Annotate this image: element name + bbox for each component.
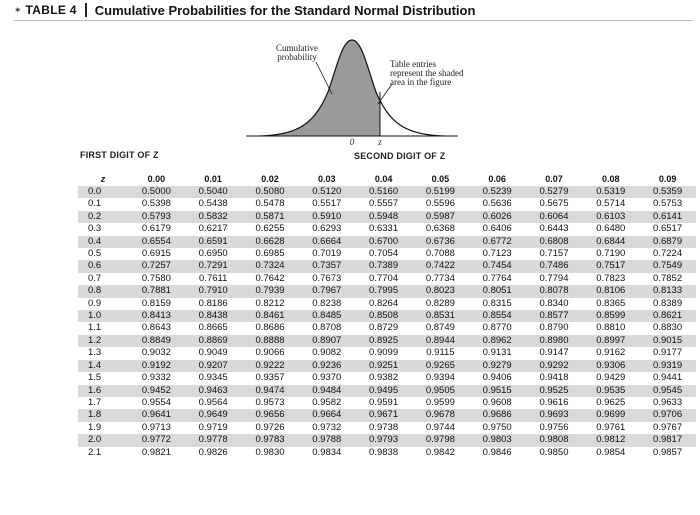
- table-row: [78, 447, 696, 459]
- probability-cell: 0.7088: [425, 248, 455, 260]
- probability-cell: 0.9099: [369, 347, 399, 359]
- probability-cell: 0.8849: [128, 335, 185, 347]
- table-number: TABLE 4: [25, 3, 77, 17]
- probability-cell: 0.9625: [596, 396, 626, 408]
- probability-cell: 0.8888: [242, 335, 299, 347]
- z-value: 2.1: [88, 446, 102, 458]
- probability-cell: 0.5517: [312, 198, 342, 210]
- probability-cell: 0.7291: [185, 260, 242, 272]
- probability-cell: 0.5793: [128, 211, 185, 223]
- first-digit-label: FIRST DIGIT OF Z: [80, 150, 159, 160]
- probability-cell: 0.6736: [412, 236, 469, 248]
- probability-cell: 0.7123: [482, 248, 512, 260]
- probability-cell: 0.9505: [412, 385, 469, 397]
- probability-cell: 0.6293: [312, 223, 342, 235]
- z-value: 0.4: [78, 236, 128, 248]
- probability-cell: 0.6255: [255, 223, 285, 235]
- probability-cell: 0.5948: [355, 211, 412, 223]
- z-value: 1.7: [88, 396, 102, 408]
- z-value: 0.8: [78, 285, 128, 297]
- probability-cell: 0.7580: [141, 272, 171, 284]
- table-row: [78, 372, 696, 384]
- probability-cell: 0.7422: [412, 260, 469, 272]
- probability-cell: 0.7389: [355, 260, 412, 272]
- probability-cell: 0.7157: [539, 248, 569, 260]
- probability-cell: 0.7852: [653, 272, 683, 284]
- probability-cell: 0.8238: [312, 297, 342, 309]
- table-row: [78, 397, 696, 409]
- probability-cell: 0.5160: [355, 186, 412, 198]
- probability-cell: 0.9452: [128, 385, 185, 397]
- z-value: 1.9: [88, 421, 102, 433]
- table-row: [78, 310, 696, 322]
- probability-cell: 0.7019: [312, 248, 342, 260]
- probability-cell: 0.8133: [639, 285, 696, 297]
- table-row: [78, 285, 696, 297]
- probability-cell: 0.8997: [582, 335, 639, 347]
- probability-cell: 0.8599: [582, 310, 639, 322]
- table-row: [78, 298, 696, 310]
- table-row: [78, 211, 696, 223]
- zero-label: 0: [349, 137, 355, 147]
- probability-cell: 0.9857: [653, 446, 683, 458]
- z-value: 0.9: [88, 297, 102, 309]
- probability-cell: 0.5675: [539, 198, 569, 210]
- column-header: 0.05: [431, 173, 450, 184]
- probability-cell: 0.7224: [653, 248, 683, 260]
- probability-cell: 0.5239: [469, 186, 526, 198]
- z-value: 0.3: [88, 223, 102, 235]
- probability-cell: 0.9783: [242, 434, 299, 446]
- z-value: 0.7: [88, 272, 102, 284]
- probability-cell: 0.7995: [355, 285, 412, 297]
- probability-cell: 0.6554: [128, 236, 185, 248]
- column-header: 0.07: [545, 173, 563, 184]
- probability-cell: 0.6103: [582, 211, 639, 223]
- z-value: 1.1: [88, 322, 102, 334]
- probability-cell: 0.9633: [653, 396, 683, 408]
- z-value: 1.8: [78, 409, 128, 421]
- probability-cell: 0.5987: [412, 211, 469, 223]
- probability-cell: 0.8485: [298, 310, 355, 322]
- probability-cell: 0.8729: [369, 322, 399, 334]
- probability-cell: 0.8461: [242, 310, 299, 322]
- probability-cell: 0.6915: [141, 248, 171, 260]
- probability-cell: 0.8531: [412, 310, 469, 322]
- probability-cell: 0.6664: [298, 236, 355, 248]
- probability-cell: 0.8770: [482, 322, 512, 334]
- probability-cell: 0.8078: [526, 285, 583, 297]
- z-column-header: z: [100, 173, 106, 184]
- corner-mark-icon: ✶: [14, 4, 22, 15]
- probability-cell: 0.6443: [539, 223, 569, 235]
- probability-cell: 0.9788: [298, 434, 355, 446]
- probability-cell: 0.9236: [298, 360, 355, 372]
- probability-cell: 0.9812: [582, 434, 639, 446]
- probability-cell: 0.5040: [185, 186, 242, 198]
- probability-cell: 0.7764: [482, 272, 512, 284]
- z-value: 1.5: [88, 372, 102, 384]
- probability-cell: 0.9222: [242, 360, 299, 372]
- probability-cell: 0.8925: [355, 335, 412, 347]
- column-header: 0.01: [204, 173, 222, 184]
- probability-cell: 0.9345: [198, 372, 228, 384]
- probability-cell: 0.8438: [185, 310, 242, 322]
- table-row: [78, 198, 696, 210]
- probability-cell: 0.9131: [482, 347, 512, 359]
- probability-cell: 0.9015: [639, 335, 696, 347]
- probability-cell: 0.7454: [469, 260, 526, 272]
- probability-cell: 0.7939: [242, 285, 299, 297]
- column-header: 0.00: [147, 173, 166, 184]
- probability-cell: 0.9147: [539, 347, 569, 359]
- probability-cell: 0.9306: [582, 360, 639, 372]
- table-row: [78, 260, 696, 272]
- probability-cell: 0.5596: [425, 198, 455, 210]
- probability-cell: 0.7734: [425, 272, 455, 284]
- table-row: [78, 273, 696, 285]
- column-header: 0.03: [318, 173, 336, 184]
- probability-cell: 0.8830: [653, 322, 683, 334]
- probability-cell: 0.8389: [653, 297, 683, 309]
- probability-cell: 0.9251: [355, 360, 412, 372]
- probability-cell: 0.6591: [185, 236, 242, 248]
- probability-cell: 0.9756: [539, 421, 569, 433]
- probability-cell: 0.8365: [596, 297, 626, 309]
- probability-cell: 0.9418: [539, 372, 569, 384]
- probability-cell: 0.9686: [469, 409, 526, 421]
- probability-cell: 0.5478: [255, 198, 285, 210]
- probability-cell: 0.9357: [255, 372, 285, 384]
- probability-cell: 0.9808: [526, 434, 583, 446]
- probability-cell: 0.9772: [128, 434, 185, 446]
- z-value: 0.2: [78, 211, 128, 223]
- probability-cell: 0.9656: [242, 409, 299, 421]
- probability-cell: 0.5398: [141, 198, 171, 210]
- z-value: 0.1: [88, 198, 102, 210]
- probability-cell: 0.9463: [185, 385, 242, 397]
- probability-cell: 0.9671: [355, 409, 412, 421]
- table-row: [78, 335, 696, 347]
- probability-cell: 0.9484: [298, 385, 355, 397]
- probability-cell: 0.6808: [526, 236, 583, 248]
- probability-cell: 0.6406: [482, 223, 512, 235]
- probability-cell: 0.7549: [639, 260, 696, 272]
- page-title: Cumulative Probabilities for the Standard Normal Distribution: [94, 2, 476, 18]
- column-header: 0.02: [261, 173, 279, 184]
- cumulative-label-line1: Cumulative: [276, 43, 318, 53]
- column-header: 0.09: [658, 173, 677, 184]
- z-table: [78, 172, 696, 459]
- probability-cell: 0.6179: [141, 223, 171, 235]
- second-digit-label: SECOND DIGIT OF Z: [354, 151, 446, 161]
- probability-cell: 0.6628: [242, 236, 299, 248]
- probability-cell: 0.9192: [128, 360, 185, 372]
- probability-cell: 0.9726: [255, 421, 285, 433]
- probability-cell: 0.8790: [539, 322, 569, 334]
- probability-cell: 0.8289: [425, 297, 455, 309]
- probability-cell: 0.9207: [185, 360, 242, 372]
- probability-cell: 0.9842: [425, 446, 455, 458]
- probability-cell: 0.8186: [198, 297, 228, 309]
- probability-cell: 0.8708: [312, 322, 342, 334]
- probability-cell: 0.7324: [242, 260, 299, 272]
- probability-cell: 0.8577: [526, 310, 583, 322]
- table-row: [78, 422, 696, 434]
- probability-cell: 0.5557: [369, 198, 399, 210]
- probability-cell: 0.9826: [198, 446, 228, 458]
- table-header: [14, 0, 694, 21]
- probability-cell: 0.6064: [526, 211, 583, 223]
- probability-cell: 0.7967: [298, 285, 355, 297]
- probability-cell: 0.9846: [482, 446, 512, 458]
- probability-cell: 0.8643: [141, 322, 171, 334]
- probability-cell: 0.8264: [369, 297, 399, 309]
- probability-cell: 0.9798: [412, 434, 469, 446]
- probability-cell: 0.9292: [526, 360, 583, 372]
- probability-cell: 0.9082: [312, 347, 342, 359]
- probability-cell: 0.9750: [482, 421, 512, 433]
- probability-cell: 0.5000: [128, 186, 185, 198]
- column-header-row: [78, 172, 696, 186]
- z-value: 1.6: [78, 385, 128, 397]
- probability-cell: 0.9821: [141, 446, 171, 458]
- probability-cell: 0.8508: [355, 310, 412, 322]
- table-row: [78, 347, 696, 359]
- cumulative-label: [264, 44, 330, 62]
- probability-cell: 0.9678: [412, 409, 469, 421]
- probability-cell: 0.9838: [369, 446, 399, 458]
- z-value: 1.0: [78, 310, 128, 322]
- table-row: [78, 385, 696, 397]
- probability-cell: 0.5636: [482, 198, 512, 210]
- probability-cell: 0.8810: [596, 322, 626, 334]
- z-value: 1.3: [88, 347, 102, 359]
- probability-cell: 0.9854: [596, 446, 626, 458]
- probability-cell: 0.9115: [426, 347, 455, 359]
- normal-curve-figure: [220, 32, 520, 150]
- probability-cell: 0.6517: [653, 223, 683, 235]
- probability-cell: 0.9573: [255, 396, 285, 408]
- probability-cell: 0.8749: [425, 322, 455, 334]
- probability-cell: 0.9738: [369, 421, 399, 433]
- probability-cell: 0.5832: [185, 211, 242, 223]
- probability-cell: 0.9535: [582, 385, 639, 397]
- probability-cell: 0.9394: [425, 372, 455, 384]
- probability-cell: 0.6772: [469, 236, 526, 248]
- table-row: [78, 322, 696, 334]
- probability-cell: 0.9761: [596, 421, 626, 433]
- probability-cell: 0.9564: [198, 396, 228, 408]
- probability-cell: 0.9582: [312, 396, 342, 408]
- z-value: 2.0: [78, 434, 128, 446]
- probability-cell: 0.9049: [198, 347, 228, 359]
- probability-cell: 0.9545: [639, 385, 696, 397]
- probability-cell: 0.6368: [425, 223, 455, 235]
- probability-cell: 0.9279: [469, 360, 526, 372]
- z-label: z: [378, 137, 382, 147]
- entries-line2: represent the shaded: [390, 68, 464, 78]
- probability-cell: 0.9265: [412, 360, 469, 372]
- probability-cell: 0.6879: [639, 236, 696, 248]
- table-row: [78, 186, 696, 198]
- probability-cell: 0.6844: [582, 236, 639, 248]
- probability-cell: 0.5120: [298, 186, 355, 198]
- probability-cell: 0.9319: [639, 360, 696, 372]
- probability-cell: 0.5871: [242, 211, 299, 223]
- probability-cell: 0.5279: [526, 186, 583, 198]
- probability-cell: 0.9778: [185, 434, 242, 446]
- probability-cell: 0.9525: [526, 385, 583, 397]
- probability-cell: 0.9641: [128, 409, 185, 421]
- probability-cell: 0.5199: [412, 186, 469, 198]
- probability-cell: 0.9370: [312, 372, 342, 384]
- z-value: 1.4: [78, 360, 128, 372]
- probability-cell: 0.9441: [653, 372, 683, 384]
- table-row: [78, 434, 696, 446]
- probability-cell: 0.5319: [582, 186, 639, 198]
- probability-cell: 0.9554: [141, 396, 171, 408]
- z-value: 0.5: [88, 248, 102, 260]
- probability-cell: 0.6331: [369, 223, 399, 235]
- title-divider: [85, 3, 87, 17]
- probability-cell: 0.9382: [369, 372, 399, 384]
- z-value: 0.0: [78, 186, 128, 198]
- probability-cell: 0.9032: [141, 347, 171, 359]
- z-value: 0.6: [78, 260, 128, 272]
- probability-cell: 0.5753: [653, 198, 683, 210]
- cumulative-label-line2: probability: [277, 52, 317, 62]
- probability-cell: 0.8315: [482, 297, 512, 309]
- probability-cell: 0.9850: [539, 446, 569, 458]
- column-header: 0.04: [374, 173, 393, 184]
- probability-cell: 0.8106: [582, 285, 639, 297]
- probability-cell: 0.9693: [526, 409, 583, 421]
- probability-cell: 0.9744: [425, 421, 455, 433]
- probability-cell: 0.9817: [639, 434, 696, 446]
- probability-cell: 0.7910: [185, 285, 242, 297]
- probability-cell: 0.7486: [526, 260, 583, 272]
- probability-cell: 0.9767: [653, 421, 683, 433]
- probability-cell: 0.6026: [469, 211, 526, 223]
- probability-cell: 0.5080: [242, 186, 299, 198]
- probability-cell: 0.9608: [482, 396, 512, 408]
- table-row: [78, 223, 696, 235]
- probability-cell: 0.6141: [639, 211, 696, 223]
- probability-cell: 0.8665: [198, 322, 228, 334]
- probability-cell: 0.7823: [596, 272, 626, 284]
- probability-cell: 0.8413: [128, 310, 185, 322]
- probability-cell: 0.8023: [412, 285, 469, 297]
- probability-cell: 0.9616: [539, 396, 569, 408]
- probability-cell: 0.6480: [596, 223, 626, 235]
- probability-cell: 0.9474: [242, 385, 299, 397]
- entries-line3: area in the figure: [390, 77, 452, 87]
- probability-cell: 0.9495: [355, 385, 412, 397]
- probability-cell: 0.7673: [312, 272, 342, 284]
- table-entries-note: [390, 60, 490, 87]
- probability-cell: 0.9162: [596, 347, 626, 359]
- probability-cell: 0.9177: [653, 347, 683, 359]
- column-header: 0.06: [488, 173, 506, 184]
- probability-cell: 0.7190: [596, 248, 626, 260]
- probability-cell: 0.7257: [128, 260, 185, 272]
- probability-cell: 0.9803: [469, 434, 526, 446]
- probability-cell: 0.8159: [141, 297, 171, 309]
- probability-cell: 0.9406: [482, 372, 512, 384]
- probability-cell: 0.6985: [255, 248, 285, 260]
- probability-cell: 0.9591: [369, 396, 399, 408]
- probability-cell: 0.7704: [369, 272, 399, 284]
- probability-cell: 0.5438: [198, 198, 228, 210]
- probability-cell: 0.8340: [539, 297, 569, 309]
- probability-cell: 0.9830: [255, 446, 285, 458]
- probability-cell: 0.7517: [582, 260, 639, 272]
- table-row: [78, 360, 696, 372]
- table-row: [78, 409, 696, 421]
- probability-cell: 0.8051: [469, 285, 526, 297]
- probability-cell: 0.9066: [255, 347, 285, 359]
- probability-cell: 0.9649: [185, 409, 242, 421]
- probability-cell: 0.7357: [298, 260, 355, 272]
- probability-cell: 0.7794: [539, 272, 569, 284]
- probability-cell: 0.9429: [596, 372, 626, 384]
- probability-cell: 0.9732: [312, 421, 342, 433]
- probability-cell: 0.8962: [469, 335, 526, 347]
- probability-cell: 0.9713: [141, 421, 171, 433]
- table-row: [78, 248, 696, 260]
- table-row: [78, 236, 696, 248]
- probability-cell: 0.8944: [412, 335, 469, 347]
- cumulative-pointer: [316, 62, 332, 94]
- probability-cell: 0.9599: [425, 396, 455, 408]
- probability-cell: 0.7611: [199, 272, 228, 284]
- entries-line1: Table entries: [390, 59, 437, 69]
- probability-cell: 0.8212: [255, 297, 285, 309]
- probability-cell: 0.7642: [255, 272, 285, 284]
- probability-cell: 0.8980: [526, 335, 583, 347]
- z-value: 1.2: [78, 335, 128, 347]
- probability-cell: 0.8621: [639, 310, 696, 322]
- probability-cell: 0.5910: [298, 211, 355, 223]
- probability-cell: 0.9834: [312, 446, 342, 458]
- table-body: [78, 186, 696, 459]
- probability-cell: 0.9332: [141, 372, 171, 384]
- probability-cell: 0.5359: [639, 186, 696, 198]
- probability-cell: 0.5714: [596, 198, 626, 210]
- probability-cell: 0.8554: [469, 310, 526, 322]
- probability-cell: 0.9793: [355, 434, 412, 446]
- probability-cell: 0.9706: [639, 409, 696, 421]
- probability-cell: 0.6217: [198, 223, 228, 235]
- probability-cell: 0.6950: [198, 248, 228, 260]
- probability-cell: 0.6700: [355, 236, 412, 248]
- probability-cell: 0.8907: [298, 335, 355, 347]
- probability-cell: 0.7054: [369, 248, 399, 260]
- probability-cell: 0.8869: [185, 335, 242, 347]
- probability-cell: 0.7881: [128, 285, 185, 297]
- probability-cell: 0.9664: [298, 409, 355, 421]
- probability-cell: 0.8686: [255, 322, 285, 334]
- probability-cell: 0.9515: [469, 385, 526, 397]
- column-header: 0.08: [602, 173, 620, 184]
- probability-cell: 0.9719: [198, 421, 228, 433]
- probability-cell: 0.9699: [582, 409, 639, 421]
